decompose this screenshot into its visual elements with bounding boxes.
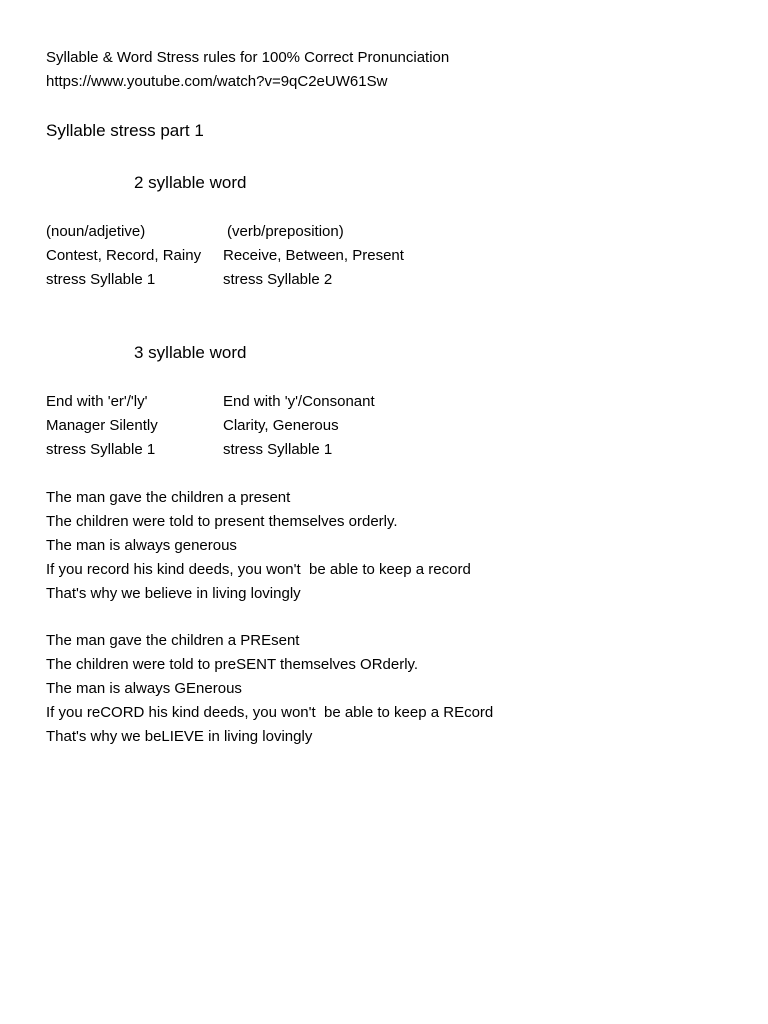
three-syllable-heading: 3 syllable word	[134, 343, 247, 362]
section-title: Syllable stress part 1	[46, 121, 204, 140]
stressed-sentence: That's why we beLIEVE in living lovingly	[46, 728, 313, 745]
three-syllable-left-examples: Manager Silently	[46, 417, 158, 434]
plain-sentence: The man is always generous	[46, 537, 237, 554]
two-syllable-heading: 2 syllable word	[134, 173, 247, 192]
two-syllable-right-rule: stress Syllable 2	[223, 271, 333, 288]
two-syllable-right-examples: Receive, Between, Present	[223, 247, 404, 264]
plain-sentence: The man gave the children a present	[46, 489, 291, 506]
three-syllable-right-rule: stress Syllable 1	[223, 441, 333, 458]
video-url: https://www.youtube.com/watch?v=9qC2eUW61Sw	[46, 73, 388, 90]
three-syllable-left-rule: stress Syllable 1	[46, 441, 156, 458]
plain-sentence: The children were told to present themselves orderly.	[46, 513, 398, 530]
three-syllable-right-examples: Clarity, Generous	[223, 417, 339, 434]
stressed-sentence: The man gave the children a PREsent	[46, 632, 300, 649]
three-syllable-right-category: End with 'y'/Consonant	[223, 393, 375, 410]
two-syllable-right-category: (verb/preposition)	[227, 223, 344, 240]
stressed-sentence: If you reCORD his kind deeds, you won't be able to keep a REcord	[46, 704, 494, 721]
document-title: Syllable & Word Stress rules for 100% Correct Pronunciation	[46, 49, 450, 66]
two-syllable-left-rule: stress Syllable 1	[46, 271, 156, 288]
two-syllable-left-examples: Contest, Record, Rainy	[46, 247, 202, 264]
plain-sentence: That's why we believe in living lovingly	[46, 585, 301, 602]
plain-sentence: If you record his kind deeds, you won't be able to keep a record	[46, 561, 471, 578]
three-syllable-left-category: End with 'er'/'ly'	[46, 393, 148, 410]
stressed-sentence: The children were told to preSENT themselves ORderly.	[46, 656, 419, 673]
two-syllable-left-category: (noun/adjetive)	[46, 223, 146, 240]
stressed-sentence: The man is always GEnerous	[46, 680, 242, 697]
